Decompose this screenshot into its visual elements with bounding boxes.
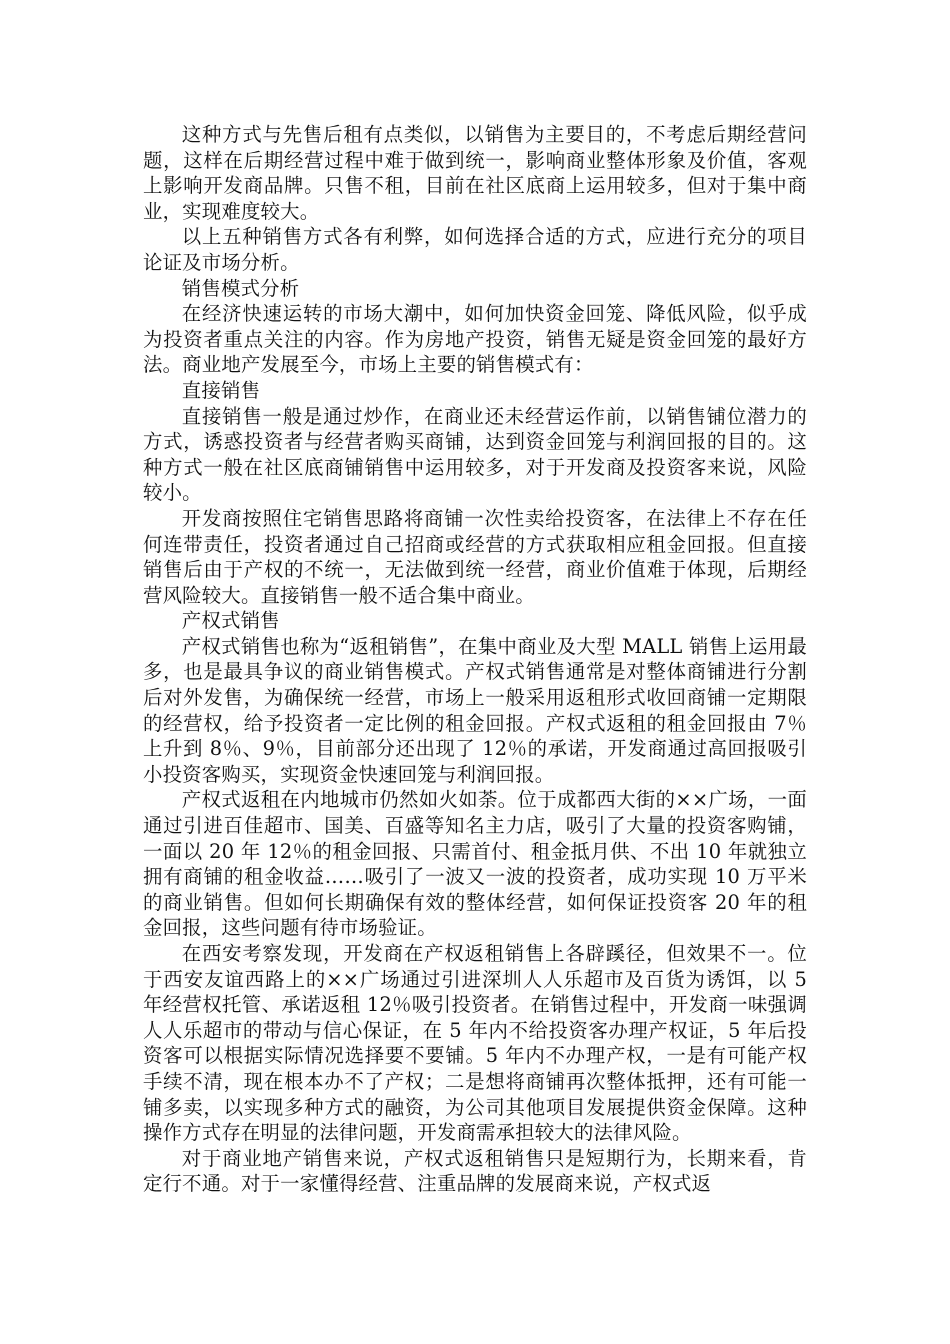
document-page [143,122,807,1197]
section-heading: 直接销售 [181,378,261,402]
paragraph: 在经济快速运转的市场大潮中，如何加快资金回笼、降低风险，似乎成为投资者重点关注的内容。作为房地产投资，销售无疑是资金回笼的最好方法。商业地产发展至今，市场上主要的销售模式有： [143,302,807,377]
section-heading: 销售模式分析 [181,276,300,300]
paragraph: 这种方式与先售后租有点类似，以销售为主要目的，不考虑后期经营问题，这样在后期经营过程中难于做到统一，影响商业整体形象及价值，客观上影响开发商品牌。只售不租，目前在社区底商上运用较多，但对于集中商业，实现难度较大。 [143,123,807,223]
paragraph: 在西安考察发现，开发商在产权返租销售上各辟蹊径，但效果不一。位于西安友谊西路上的××广场通过引进深圳人人乐超市及百货为诱饵，以 5 年经营权托管、承诺返租 12％吸引投资者。在销售过程中，开发商一味强调人人乐超市的带动与信心保证，在 5 年内不给投资客办理产权证，5 年后投资客可以根据实际情况选择要不要铺。5 年内不办理产权，一是有可能产权手续不清，现在根本办不了产权；二是想将商铺再次整体抵押，还有可能一铺多卖，以实现多种方式的融资，为公司其他项目发展提供资金保障。这种操作方式存在明显的法律问题，开发商需承担较大的法律风险。 [143,942,807,1145]
paragraph: 对于商业地产销售来说，产权式返租销售只是短期行为，长期来看，肯定行不通。对于一家懂得经营、注重品牌的发展商来说，产权式返 [143,1146,807,1196]
paragraph: 直接销售一般是通过炒作，在商业还未经营运作前，以销售铺位潜力的方式，诱惑投资者与经营者购买商铺，达到资金回笼与利润回报的目的。这种方式一般在社区底商铺销售中运用较多，对于开发商及投资客来说，风险较小。 [143,404,807,505]
paragraph: 以上五种销售方式各有利弊，如何选择合适的方式，应进行充分的项目论证及市场分析。 [143,225,807,274]
paragraph: 产权式销售也称为“返租销售”，在集中商业及大型 MALL 销售上运用最多，也是最具争议的商业销售模式。产权式销售通常是对整体商铺进行分割后对外发售，为确保统一经营，市场上一般采用返租形式收回商铺一定期限的经营权，给予投资者一定比例的租金回报。产权式返租的租金回报由 7％上升到 8％、9％，目前部分还出现了 12％的承诺，开发商通过高回报吸引小投资客购买，实现资金快速回笼与利润回报。 [143,634,807,786]
section-heading: 产权式销售 [181,609,280,633]
paragraph: 开发商按照住宅销售思路将商铺一次性卖给投资客，在法律上不存在任何连带责任，投资者通过自己招商或经营的方式获取相应租金回报。但直接销售后由于产权的不统一，无法做到统一经营，商业价值难于体现，后期经营风险较大。直接销售一般不适合集中商业。 [143,506,807,607]
paragraph: 产权式返租在内地城市仍然如火如荼。位于成都西大街的××广场，一面通过引进百佳超市、国美、百盛等知名主力店，吸引了大量的投资客购铺，一面以 20 年 12％的租金回报、只需首付、租金抵月供、不出 10 年就独立拥有商铺的租金收益……吸引了一波又一波的投资者，成功实现 10 万平米的商业销售。但如何长期确保有效的整体经营，如何保证投资客 20 年的租金回报，这些问题有待市场验证。 [143,788,807,940]
